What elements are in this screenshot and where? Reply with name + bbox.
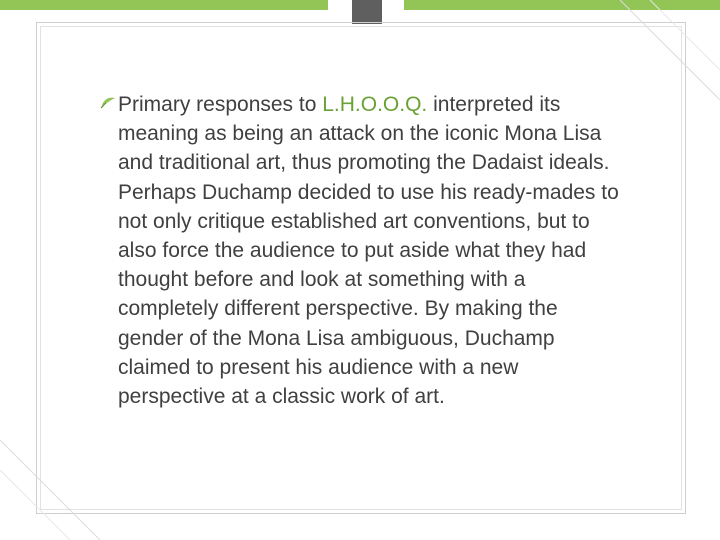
top-dark-block bbox=[352, 0, 382, 24]
artwork-title-highlight: L.H.O.O.Q. bbox=[322, 93, 428, 116]
corner-decoration-bottom-left bbox=[0, 440, 100, 540]
corner-decoration-top-right bbox=[620, 0, 720, 100]
bullet-paragraph bbox=[100, 90, 620, 411]
slide-content bbox=[100, 90, 620, 411]
bullet-text-rest: interpreted its meaning as being an attack on the iconic Mona Lisa and traditional art, thus promoting the Dadaist ideals. Perhaps Duchamp decided to use his ready-mades to not only critique established art conventions, but to also force the audience to put aside what they had thought before and look at something with a completely different perspective. By making the gender of the Mona Lisa ambiguous, Duchamp claimed to present his audience with a new perspective at a classic work of art. bbox=[118, 93, 619, 409]
leaf-bullet-icon bbox=[100, 94, 116, 110]
top-accent-bar-left bbox=[0, 0, 328, 10]
bullet-text-start: Primary responses to bbox=[118, 93, 323, 116]
